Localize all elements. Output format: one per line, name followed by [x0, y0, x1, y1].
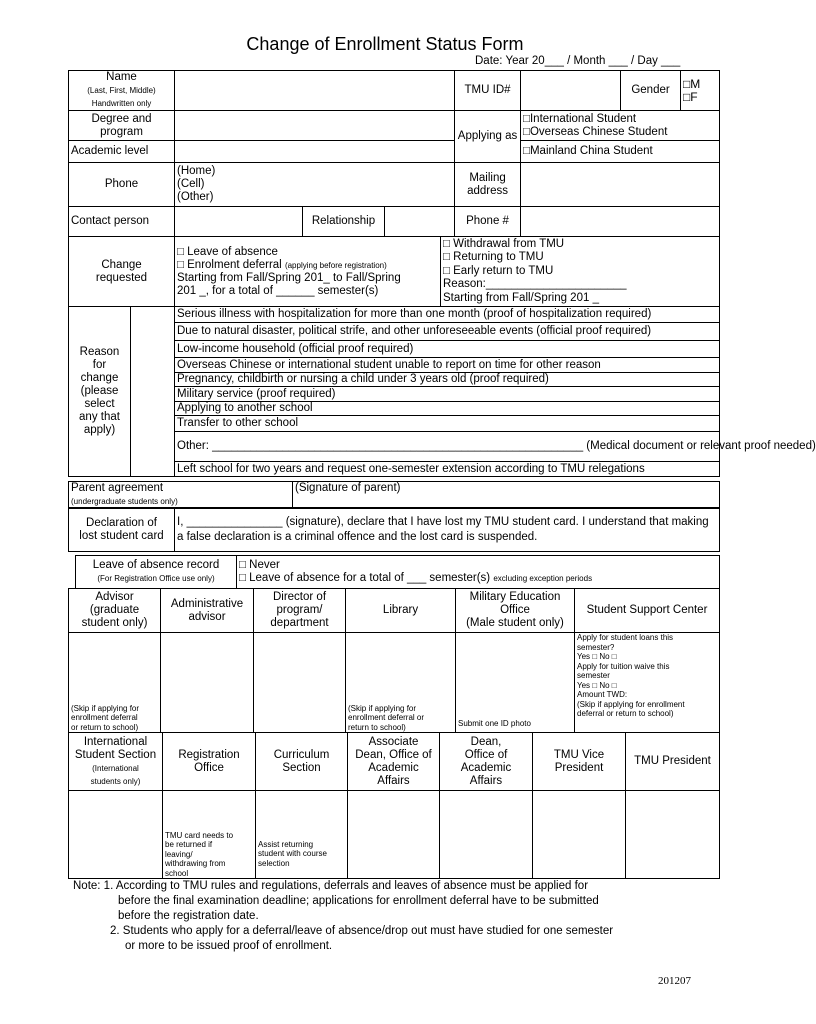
applying-as-label: Applying as	[455, 111, 521, 163]
president-header: TMU President	[626, 733, 720, 791]
registration-signature[interactable]: TMU card needs to be returned if leaving/ withdrawing from school	[163, 791, 256, 879]
personal-info-table	[68, 70, 720, 237]
reason-low-income[interactable]: Low-income household (official proof required)	[175, 341, 720, 358]
parent-agreement-table	[68, 481, 720, 509]
form-code: 201207	[658, 975, 691, 987]
relationship-field[interactable]	[385, 207, 455, 237]
withdrawal-checkbox[interactable]: □ Withdrawal from TMU	[443, 237, 565, 250]
name-label: Name (Last, First, Middle) Handwritten only	[69, 71, 175, 111]
student-support-header: Student Support Center	[575, 589, 720, 633]
contact-person-field[interactable]	[175, 207, 303, 237]
reason-field[interactable]: Reason:______________________	[443, 278, 627, 291]
mainland-china-checkbox[interactable]: □Mainland China Student	[521, 141, 720, 163]
dean-header: Dean, Office of Academic Affairs	[440, 733, 533, 791]
name-field[interactable]	[175, 71, 455, 111]
early-return-checkbox[interactable]: □ Early return to TMU	[443, 264, 554, 277]
military-office-header: Military Education Office (Male student only)	[456, 589, 575, 633]
parent-signature-field[interactable]: (Signature of parent)	[293, 482, 720, 509]
note-1-line-1: Note: 1. According to TMU rules and regulations, deferrals and leaves of absence must be applied for	[73, 880, 589, 892]
relationship-label: Relationship	[303, 207, 385, 237]
intl-section-signature[interactable]	[69, 791, 163, 879]
deferral-start: Starting from Fall/Spring 201_ to Fall/Spring	[177, 271, 401, 284]
declaration-label: Declaration of lost student card	[69, 508, 175, 552]
reason-illness[interactable]: Serious illness with hospitalization for more than one month (proof of hospitalization required)	[175, 307, 720, 323]
phone-cell: (Cell)	[177, 178, 205, 190]
president-signature[interactable]	[626, 791, 720, 879]
return-start: Starting from Fall/Spring 201 _	[443, 291, 599, 304]
gender-options[interactable]	[681, 71, 720, 111]
admin-advisor-signature[interactable]	[161, 633, 254, 733]
reason-disaster[interactable]: Due to natural disaster, political strife, and other unforeseeable events (official proof required)	[175, 323, 720, 341]
reason-another-school[interactable]: Applying to another school	[175, 402, 720, 416]
note-1-line-3: before the registration date.	[118, 910, 259, 922]
form-title: Change of Enrollment Status Form	[246, 34, 524, 54]
tmu-id-label: TMU ID#	[455, 71, 521, 111]
registration-header: Registration Office	[163, 733, 256, 791]
reason-checkboxes[interactable]	[131, 307, 175, 477]
vice-president-signature[interactable]	[533, 791, 626, 879]
contact-person-label: Contact person	[69, 207, 175, 237]
phone-number-label: Phone #	[455, 207, 521, 237]
degree-field[interactable]	[175, 111, 455, 141]
library-header: Library	[346, 589, 456, 633]
associate-dean-signature[interactable]	[348, 791, 440, 879]
note-1-line-2: before the final examination deadline; applications for enrollment deferral have to be submitted	[118, 895, 599, 907]
returning-checkbox[interactable]: □ Returning to TMU	[443, 251, 544, 264]
tmu-id-field[interactable]	[521, 71, 621, 111]
dean-signature[interactable]	[440, 791, 533, 879]
vice-president-header: TMU Vice President	[533, 733, 626, 791]
gender-label: Gender	[621, 71, 681, 111]
international-student-checkbox[interactable]: □International Student	[523, 112, 637, 125]
change-left-options[interactable]	[175, 237, 441, 307]
leave-record-table	[75, 555, 720, 589]
offices-table-1	[68, 588, 720, 733]
reason-overseas[interactable]: Overseas Chinese or international student unable to report on time for other reason	[175, 358, 720, 373]
advisor-signature[interactable]: (Skip if applying for enrollment deferral or return to school)	[69, 633, 161, 733]
change-right-options[interactable]	[441, 237, 720, 307]
never-checkbox[interactable]: □ Never	[239, 559, 280, 571]
director-header: Director of program/ department	[254, 589, 346, 633]
mailing-address-label: Mailing address	[455, 163, 521, 207]
note-2-line-2: or more to be issued proof of enrollment.	[125, 940, 333, 952]
admin-advisor-header: Administrative advisor	[161, 589, 254, 633]
mailing-address-field[interactable]	[521, 163, 720, 207]
phone-other: (Other)	[177, 191, 214, 203]
note-2-line-1: 2. Students who apply for a deferral/leave of absence/drop out must have studied for one semester	[110, 925, 614, 937]
declaration-table	[68, 507, 720, 552]
overseas-chinese-checkbox[interactable]: □Overseas Chinese Student	[523, 125, 668, 138]
declaration-text[interactable]: I, _______________ (signature), declare that I have lost my TMU student card. I understand that making a false declaration is a criminal offence and the lost card is suspended.	[175, 508, 720, 552]
phone-number-field[interactable]	[521, 207, 720, 237]
academic-level-field[interactable]	[175, 141, 455, 163]
reason-military[interactable]: Military service (proof required)	[175, 387, 720, 402]
leave-record-label: Leave of absence record (For Registration Office use only)	[76, 556, 237, 589]
change-requested-table	[68, 236, 720, 307]
curriculum-signature[interactable]: Assist returning student with course selection	[256, 791, 348, 879]
phone-label: Phone	[69, 163, 175, 207]
leave-total-checkbox[interactable]: □ Leave of absence for a total of ___ semester(s) excluding exception periods	[239, 572, 593, 584]
reason-table	[68, 306, 816, 477]
advisor-header: Advisor (graduate student only)	[69, 589, 161, 633]
applying-as-options[interactable]	[521, 111, 720, 141]
change-requested-label: Change requested	[69, 237, 175, 307]
gender-female-checkbox[interactable]: □F	[683, 89, 698, 104]
director-signature[interactable]	[254, 633, 346, 733]
offices-table-2	[68, 732, 720, 879]
gender-male-checkbox[interactable]: □M	[683, 76, 701, 91]
reason-pregnancy[interactable]: Pregnancy, childbirth or nursing a child under 3 years old (proof required)	[175, 373, 720, 387]
intl-section-header: International Student Section (International students only)	[69, 733, 163, 791]
phone-fields[interactable]	[175, 163, 455, 207]
student-support-signature[interactable]: Apply for student loans this semester? Yes □ No □ Apply for tuition waive this semester Yes □ No □ Amount TWD: (Skip if applying for enrollment deferral or return to school)	[575, 633, 720, 733]
associate-dean-header: Associate Dean, Office of Academic Affairs	[348, 733, 440, 791]
reason-other[interactable]: Other: __________________________________________________________ (Medical document or relevant proof needed)	[175, 432, 720, 462]
date-line: Date: Year 20___ / Month ___ / Day ___	[475, 55, 681, 67]
phone-home: (Home)	[177, 165, 216, 177]
leave-record-options[interactable]	[237, 556, 720, 589]
reason-left-school[interactable]: Left school for two years and request one-semester extension according to TMU relegations	[175, 462, 720, 477]
academic-level-label: Academic level	[69, 141, 175, 163]
degree-label: Degree and program	[69, 111, 175, 141]
reason-transfer[interactable]: Transfer to other school	[175, 416, 720, 432]
reason-label: Reason for change (please select any that apply)	[69, 307, 131, 477]
library-signature[interactable]: (Skip if applying for enrollment deferral or return to school)	[346, 633, 456, 733]
enrolment-deferral-checkbox[interactable]: □ Enrolment deferral (applying before registration)	[177, 258, 387, 271]
curriculum-header: Curriculum Section	[256, 733, 348, 791]
parent-agreement-label: Parent agreement (undergraduate students only)	[69, 482, 293, 509]
military-signature[interactable]: Submit one ID photo	[456, 633, 575, 733]
leave-of-absence-checkbox[interactable]: □ Leave of absence	[177, 245, 278, 258]
deferral-total: 201 _, for a total of ______ semester(s)	[177, 284, 379, 297]
